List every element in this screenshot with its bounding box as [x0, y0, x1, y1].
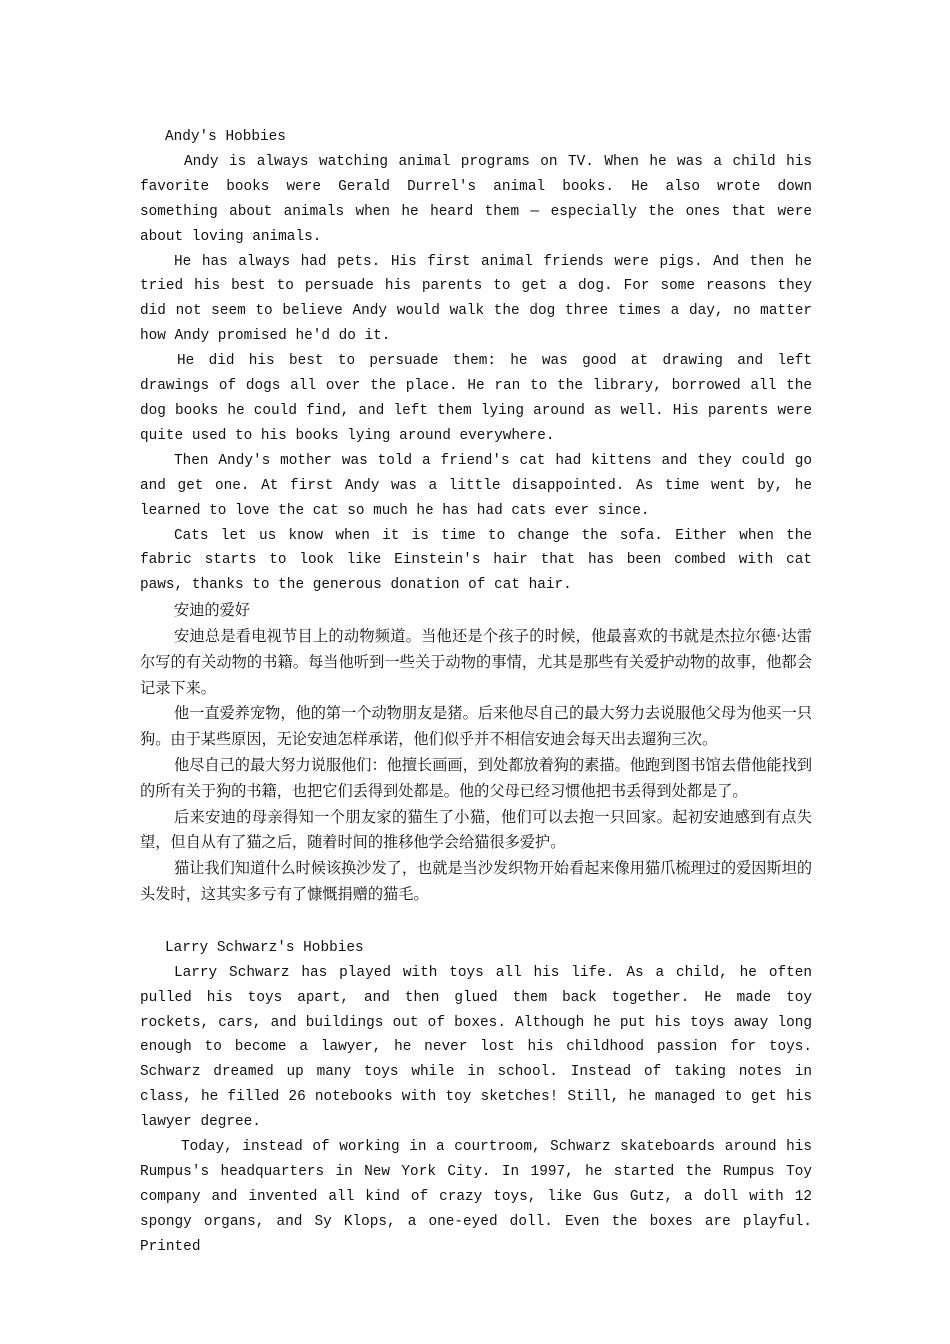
- section-spacer: [140, 908, 812, 936]
- article-title: Larry Schwarz's Hobbies: [165, 939, 364, 956]
- document-page: [140, 125, 812, 1260]
- paragraph: Larry Schwarz has played with toys all his life. As a child, he often pulled his toys apart, and then glued them back together. He made toy rockets, cars, and buildings out of boxes. Although he put his toys away long enough to become a lawyer, he never lost his childhood passion for toys. Schwarz dreamed up many toys while in school. Instead of taking notes in class, he filled 26 notebooks with toy sketches! Still, he managed to get his lawyer degree.: [140, 964, 812, 1131]
- paragraph: 后来安迪的母亲得知一个朋友家的猫生了小猫，他们可以去抱一只回家。起初安迪感到有点失望，但自从有了猫之后，随着时间的推移他学会给猫很多爱护。: [140, 807, 812, 852]
- paragraph: Andy is always watching animal programs on TV. When he was a child his favorite books were Gerald Durrel's animal books. He also wrote down something about animals when he heard them — especially the ones that were about loving animals.: [140, 153, 812, 245]
- paragraph: 他尽自己的最大努力说服他们：他擅长画画，到处都放着狗的素描。他跑到图书馆去借他能找到的所有关于狗的书籍，也把它们丢得到处都是。他的父母已经习惯他把书丢得到处都是了。: [140, 756, 812, 800]
- paragraph: He has always had pets. His first animal friends were pigs. And then he tried his best to persuade his parents to get a dog. For some reasons they did not seem to believe Andy would walk the dog three times a day, no matter how Andy promised he'd do it.: [140, 253, 812, 345]
- paragraph: He did his best to persuade them: he was good at drawing and left drawings of dogs all over the place. He ran to the library, borrowed all the dog books he could find, and left them lying around as well. His parents were quite used to his books lying around everywhere.: [140, 353, 812, 444]
- paragraph: Cats let us know when it is time to change the sofa. Either when the fabric starts to look like Einstein's hair that has been combed with cat paws, thanks to the generous donation of cat hair.: [140, 527, 812, 594]
- paragraph: 猫让我们知道什么时候该换沙发了，也就是当沙发织物开始看起来像用猫爪梳理过的爱因斯坦的头发时，这其实多亏有了慷慨捐赠的猫毛。: [140, 859, 812, 903]
- paragraph: 他一直爱养宠物，他的第一个动物朋友是猪。后来他尽自己的最大努力去说服他父母为他买一只狗。由于某些原因，无论安迪怎样承诺，他们似乎并不相信安迪会每天出去遛狗三次。: [140, 704, 812, 749]
- translation-andys-hobbies: [140, 598, 812, 908]
- article-andys-hobbies: [140, 125, 812, 598]
- translation-title: 安迪的爱好: [174, 601, 250, 620]
- article-larry-schwarz-hobbies: [140, 936, 812, 1260]
- paragraph: Today, instead of working in a courtroom, Schwarz skateboards around his Rumpus's headquarters in New York City. In 1997, he started the Rumpus Toy company and invented all kind of crazy toys, like Gus Gutz, a doll with 12 spongy organs, and Sy Klops, a one-eyed doll. Even the boxes are playful. Printed: [140, 1139, 812, 1255]
- paragraph: 安迪总是看电视节目上的动物频道。当他还是个孩子的时候，他最喜欢的书就是杰拉尔德·达雷尔写的有关动物的书籍。每当他听到一些关于动物的事情，尤其是那些有关爱护动物的故事，他都会记录下来。: [140, 627, 812, 697]
- paragraph: Then Andy's mother was told a friend's cat had kittens and they could go and get one. At first Andy was a little disappointed. As time went by, he learned to love the cat so much he has had cats ever since.: [140, 452, 812, 519]
- article-title: Andy's Hobbies: [165, 129, 286, 145]
